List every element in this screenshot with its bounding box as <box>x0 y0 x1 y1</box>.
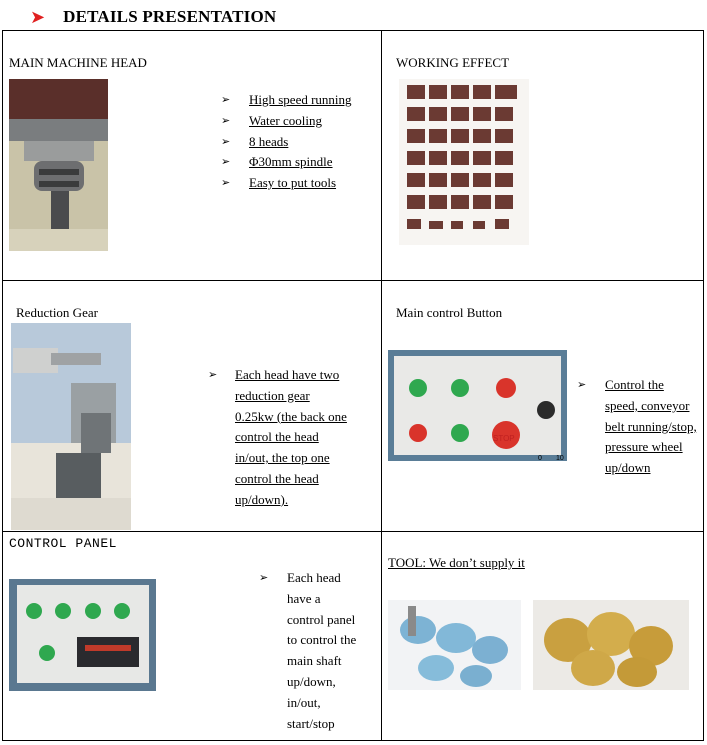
list-item: ➢ Control the speed, conveyor belt running/stop, pressure wheel up/down <box>577 375 697 479</box>
red-arrow-bullet-icon: ➤ <box>30 7 46 27</box>
page-title: DETAILS PRESENTATION <box>63 7 277 26</box>
cell-title: WORKING EFFECT <box>396 55 510 70</box>
cell-control-button <box>382 281 705 531</box>
cell-reduction-gear <box>3 281 381 531</box>
control-panel-feature-list <box>259 568 359 734</box>
control-button-feature-list <box>577 375 697 479</box>
control-panel-photo <box>9 579 156 691</box>
list-item: ➢ 8 heads <box>221 132 361 153</box>
details-table <box>2 30 704 741</box>
cell-tool <box>382 532 705 742</box>
cell-working-effect <box>382 31 705 280</box>
working-effect-photo <box>399 79 529 245</box>
tool-photo-blue <box>388 600 521 690</box>
cell-title: CONTROL PANEL <box>9 536 117 551</box>
list-item: ➢ Each head have a control panel to control the main shaft up/down, in/out, start/stop <box>259 568 359 734</box>
list-item: ➢ Φ30mm spindle <box>221 152 361 173</box>
reduction-gear-photo <box>11 323 131 530</box>
dial-mark: 0 <box>538 455 542 462</box>
dial-mark: 10 <box>556 455 564 462</box>
list-item: ➢ Water cooling <box>221 111 361 132</box>
cell-machine-head <box>3 31 381 280</box>
section-heading <box>30 6 276 28</box>
cell-title: TOOL: We don’t supply it <box>388 555 525 570</box>
tool-photo-gold <box>533 600 689 690</box>
cell-title: Main control Button <box>396 305 503 320</box>
cell-title: Reduction Gear <box>16 305 98 320</box>
list-item: ➢ High speed running <box>221 90 361 111</box>
reduction-gear-feature-list <box>208 365 348 511</box>
control-button-photo <box>388 350 567 461</box>
machine-head-feature-list <box>221 90 361 194</box>
cell-title: MAIN MACHINE HEAD <box>9 55 147 70</box>
list-item: ➢ Easy to put tools <box>221 173 361 194</box>
cell-control-panel <box>3 532 381 742</box>
list-item: ➢ Each head have two reduction gear 0.25kw (the back one control the head in/out, the top one control the head up/down). <box>208 365 348 511</box>
machine-head-photo <box>9 79 108 251</box>
stop-label: STOP <box>493 434 515 443</box>
